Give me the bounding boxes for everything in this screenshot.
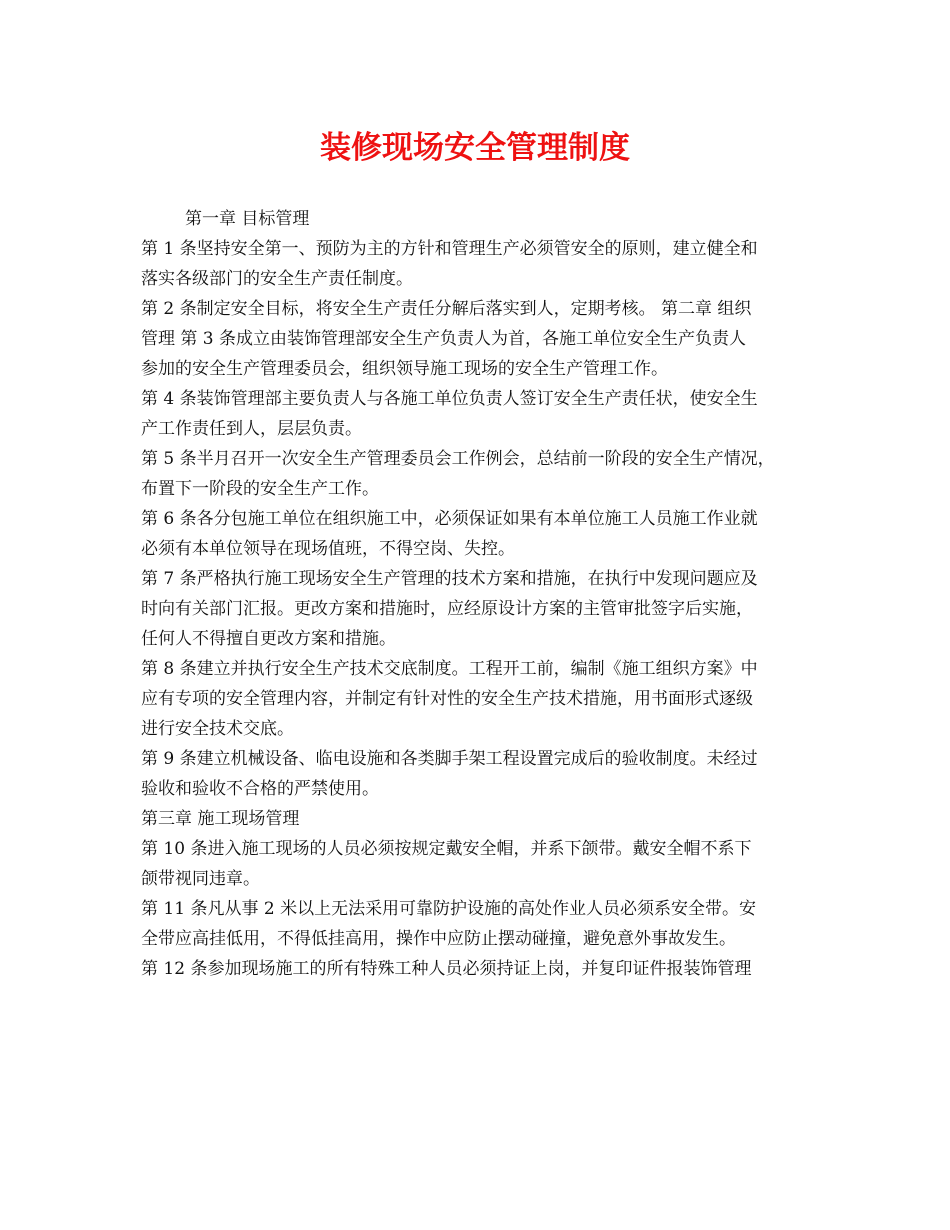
- body-line: 参加的安全生产管理委员会，组织领导施工现场的安全生产管理工作。: [141, 359, 668, 379]
- body-line: 时向有关部门汇报。更改方案和措施时，应经原设计方案的主管审批签字后实施，: [141, 599, 753, 619]
- body-line: 布置下一阶段的安全生产工作。: [141, 479, 379, 499]
- body-line: 管理 第 3 条成立由装饰管理部安全生产负责人为首，各施工单位安全生产负责人: [141, 329, 747, 349]
- body-line: 应有专项的安全管理内容，并制定有针对性的安全生产技术措施，用书面形式逐级: [141, 689, 753, 709]
- body-line: 全带应高挂低用，不得低挂高用，操作中应防止摆动碰撞，避免意外事故发生。: [141, 929, 736, 949]
- body-line: 进行安全技术交底。: [141, 719, 294, 739]
- body-line: 任何人不得擅自更改方案和措施。: [141, 629, 396, 649]
- body-line: 第 11 条凡从事 2 米以上无法采用可靠防护设施的高处作业人员必须系安全带。安: [141, 899, 757, 919]
- body-line: 第 10 条进入施工现场的人员必须按规定戴安全帽，并系下颌带。戴安全帽不系下: [141, 839, 752, 859]
- body-line: 第 12 条参加现场施工的所有特殊工种人员必须持证上岗，并复印证件报装饰管理: [141, 959, 752, 979]
- body-line: 验收和验收不合格的严禁使用。: [141, 779, 379, 799]
- document-title: 装修现场安全管理制度: [320, 130, 630, 166]
- body-line: 产工作责任到人，层层负责。: [141, 419, 362, 439]
- chapter-heading: 第三章 施工现场管理: [141, 809, 300, 829]
- body-line: 第 9 条建立机械设备、临电设施和各类脚手架工程设置完成后的验收制度。未经过: [141, 749, 758, 769]
- body-line: 第 1 条坚持安全第一、预防为主的方针和管理生产必须管安全的原则，建立健全和: [141, 239, 758, 259]
- chapter-heading: 第一章 目标管理: [185, 209, 310, 229]
- body-line: 第 2 条制定安全目标，将安全生产责任分解后落实到人，定期考核。 第二章 组织: [141, 299, 752, 319]
- body-line: 第 6 条各分包施工单位在组织施工中，必须保证如果有本单位施工人员施工作业就: [141, 509, 758, 529]
- body-line: 颌带视同违章。: [141, 869, 260, 889]
- document-body: [141, 204, 831, 984]
- body-line: 落实各级部门的安全生产责任制度。: [141, 269, 413, 289]
- body-line: 第 8 条建立并执行安全生产技术交底制度。工程开工前，编制《施工组织方案》中: [141, 659, 758, 679]
- body-line: 第 5 条半月召开一次安全生产管理委员会工作例会，总结前一阶段的安全生产情况，: [141, 449, 775, 469]
- body-line: 第 7 条严格执行施工现场安全生产管理的技术方案和措施，在执行中发现问题应及: [141, 569, 758, 589]
- body-line: 第 4 条装饰管理部主要负责人与各施工单位负责人签订安全生产责任状，使安全生: [141, 389, 758, 409]
- body-line: 必须有本单位领导在现场值班，不得空岗、失控。: [141, 539, 515, 559]
